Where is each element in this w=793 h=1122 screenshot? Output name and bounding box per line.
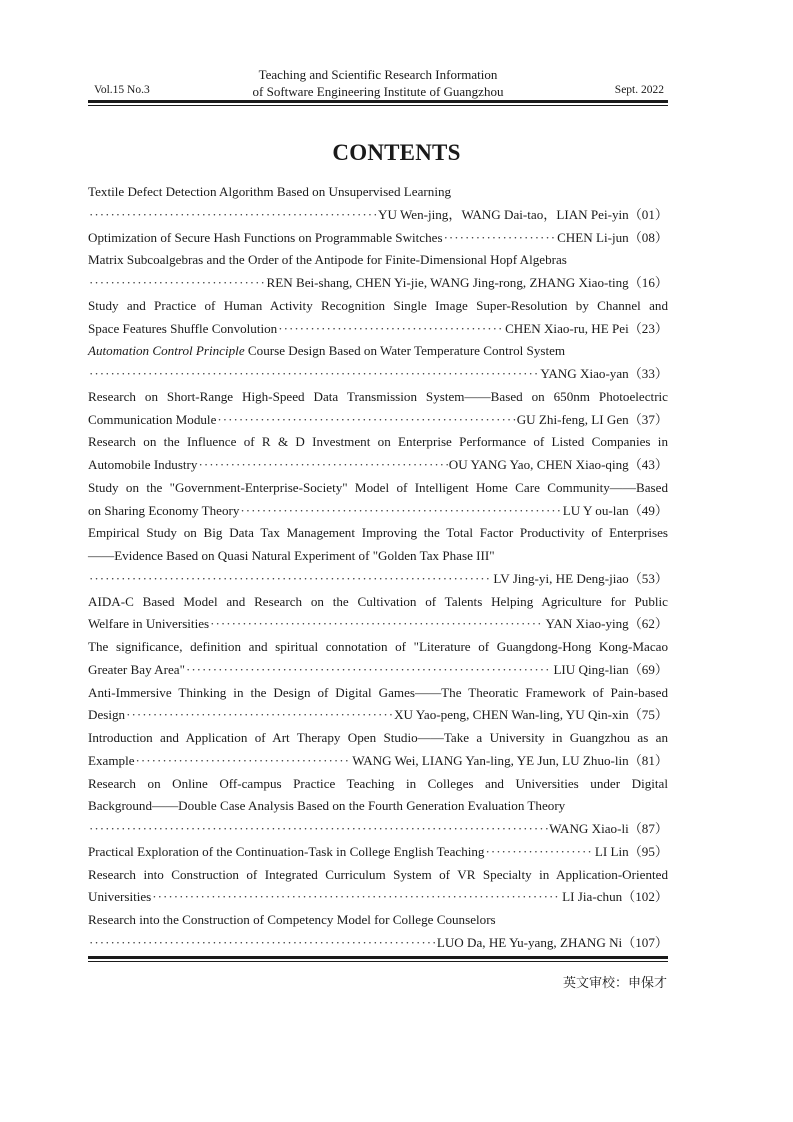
toc-entry-title-end: on Sharing Economy Theory xyxy=(88,502,240,518)
toc-entry-title-end: Example xyxy=(88,752,135,768)
toc-entry-title-end: Welfare in Universities xyxy=(88,616,210,632)
dot-leader xyxy=(240,500,561,523)
toc-entry-author-line xyxy=(88,272,668,295)
journal-title-line-2: of Software Engineering Institute of Guangzhou xyxy=(252,84,504,99)
toc-entry-author-line xyxy=(88,409,668,432)
toc-entry-title-line: Research into the Construction of Competency Model for College Counselors xyxy=(88,912,496,927)
dot-leader xyxy=(89,568,492,591)
toc-entry-authors-page: WANG Xiao-li（87） xyxy=(549,821,668,836)
toc-entry-authors-page: YANG Xiao-yan（33） xyxy=(540,366,668,381)
toc-entry-title-end: Optimization of Secure Hash Functions on Programmable Switches xyxy=(88,229,443,245)
toc-entry-authors-page: CHEN Li-jun（08） xyxy=(557,229,668,245)
toc-entry-title-end: Universities xyxy=(88,889,152,905)
journal-title xyxy=(88,66,668,100)
toc-entry-author-line xyxy=(88,659,668,682)
toc-entry-author-line xyxy=(88,841,668,864)
toc-entry-title-end: Design xyxy=(88,707,126,723)
toc-entry-title-end: Practical Exploration of the Continuation-Task in College English Teaching xyxy=(88,843,485,859)
dot-leader xyxy=(89,363,539,386)
toc-entry-authors-page: LUO Da, HE Yu-yang, ZHANG Ni（107） xyxy=(436,934,668,950)
toc-entry-title-line: The significance, definition and spiritual connotation of "Literature of Guangdong-Hong Kong-Macao xyxy=(88,639,668,654)
issue-date: Sept. 2022 xyxy=(614,84,664,96)
toc-entry-author-line xyxy=(88,750,668,773)
toc-entry-title-end: Space Features Shuffle Convolution xyxy=(88,320,278,336)
toc-entry-title-line: Anti-Immersive Thinking in the Design of Digital Games——The Theoratic Framework of Pain-based xyxy=(88,684,668,700)
toc-entry-authors-page: YU Wen-jing，WANG Dai-tao，LIAN Pei-yin（01） xyxy=(378,206,668,222)
dot-leader xyxy=(152,886,561,909)
toc-entry-author-line xyxy=(88,318,668,341)
toc-entry-authors-page: LI Jia-chun（102） xyxy=(562,889,668,905)
toc-entry-title-line: Empirical Study on Big Data Tax Management Improving the Total Factor Productivity of Enterprises xyxy=(88,525,668,541)
toc-entry-author-line xyxy=(88,363,668,386)
toc-entry-authors-page: REN Bei-shang, CHEN Yi-jie, WANG Jing-rong, ZHANG Xiao-ting（16） xyxy=(266,275,668,290)
dot-leader xyxy=(198,454,447,477)
toc-entry-author-line xyxy=(88,613,668,636)
toc-entry-author-line xyxy=(88,568,668,591)
dot-leader xyxy=(186,659,552,682)
toc-entry-author-line xyxy=(88,932,668,955)
toc-entry-title-line: Research on the Influence of R & D Investment on Enterprise Performance of Listed Companies in xyxy=(88,434,668,450)
toc-entry-author-line xyxy=(88,500,668,523)
toc-entry-title-line: Study and Practice of Human Activity Recognition Single Image Super-Resolution by Channel and xyxy=(88,297,668,313)
toc-entry-author-line xyxy=(88,454,668,477)
dot-leader xyxy=(136,750,352,773)
toc-entry-title-line: AIDA-C Based Model and Research on the Cultivation of Talents Helping Agriculture for Public xyxy=(88,593,668,609)
toc-entry-title-line: Introduction and Application of Art Therapy Open Studio——Take a University in Guangzhou as an xyxy=(88,730,668,745)
toc-entry-authors-page: WANG Wei, LIANG Yan-ling, YE Jun, LU Zhuo-lin（81） xyxy=(352,752,668,768)
toc-entry-authors-page: XU Yao-peng, CHEN Wan-ling, YU Qin-xin（75） xyxy=(394,707,668,723)
toc-entry-authors-page: LU Y ou-lan（49） xyxy=(562,502,668,518)
toc-entry-author-line xyxy=(88,204,668,227)
toc-entry-title-line: ——Evidence Based on Quasi Natural Experiment of "Golden Tax Phase III" xyxy=(88,548,495,563)
english-reviewer-credit: 英文审校：申保才 xyxy=(562,976,667,991)
dot-leader xyxy=(89,932,436,955)
running-header xyxy=(88,62,668,100)
toc-entry-title-line xyxy=(88,340,668,363)
table-of-contents xyxy=(88,181,668,955)
toc-entry-title-line: Matrix Subcoalgebras and the Order of the Antipode for Finite-Dimensional Hopf Algebras xyxy=(88,252,567,268)
toc-entry-title-end: Automobile Industry xyxy=(88,457,198,472)
toc-entry-title-line: Study on the "Government-Enterprise-Society" Model of Intelligent Home Care Community——Based xyxy=(88,479,668,495)
dot-leader xyxy=(89,204,377,227)
volume-issue: Vol.15 No.3 xyxy=(94,84,150,96)
toc-entry-title-line: Research on Online Off-campus Practice Teaching in Colleges and Universities under Digital xyxy=(88,775,668,791)
toc-entry-authors-page: GU Zhi-feng, LI Gen（37） xyxy=(516,411,668,427)
toc-entry-title-end: Greater Bay Area" xyxy=(88,661,185,677)
toc-entry-authors-page: OU YANG Yao, CHEN Xiao-qing（43） xyxy=(448,457,668,472)
dot-leader xyxy=(278,318,504,341)
journal-title-line-1: Teaching and Scientific Research Information xyxy=(258,67,498,82)
toc-entry-italic-title: Automation Control Principle xyxy=(88,343,245,359)
toc-entry-title-end: Communication Module xyxy=(88,411,217,427)
dot-leader xyxy=(89,818,548,841)
toc-entry-authors-page: LIU Qing-lian（69） xyxy=(553,661,668,677)
toc-entry-title-line: Background——Double Case Analysis Based on the Fourth Generation Evaluation Theory xyxy=(88,798,566,814)
dot-leader xyxy=(217,409,515,432)
footer-rule xyxy=(88,956,668,962)
toc-entry-title-rest: Course Design Based on Water Temperature Control System xyxy=(244,343,566,359)
dot-leader xyxy=(210,613,544,636)
dot-leader xyxy=(485,841,593,864)
toc-entry-title-line: Textile Defect Detection Algorithm Based on Unsupervised Learning xyxy=(88,184,452,199)
toc-entry-title-line: Research on Short-Range High-Speed Data Transmission System——Based on 650nm Photoelectric xyxy=(88,388,668,404)
toc-entry-authors-page: LV Jing-yi, HE Deng-jiao（53） xyxy=(493,570,668,586)
dot-leader xyxy=(444,227,557,250)
toc-entry-author-line xyxy=(88,227,668,250)
toc-entry-authors-page: YAN Xiao-ying（62） xyxy=(545,616,668,632)
toc-entry-author-line xyxy=(88,818,668,841)
toc-entry-author-line xyxy=(88,704,668,727)
header-rule xyxy=(88,100,668,106)
toc-entry-author-line xyxy=(88,886,668,909)
dot-leader xyxy=(126,704,393,727)
toc-entry-authors-page: CHEN Xiao-ru, HE Pei（23） xyxy=(505,320,668,336)
page-title: CONTENTS xyxy=(332,140,461,165)
toc-entry-authors-page: LI Lin（95） xyxy=(594,843,668,859)
toc-entry-title-line: Research into Construction of Integrated Curriculum System of VR Specialty in Application-Oriented xyxy=(88,866,668,882)
dot-leader xyxy=(89,272,266,295)
